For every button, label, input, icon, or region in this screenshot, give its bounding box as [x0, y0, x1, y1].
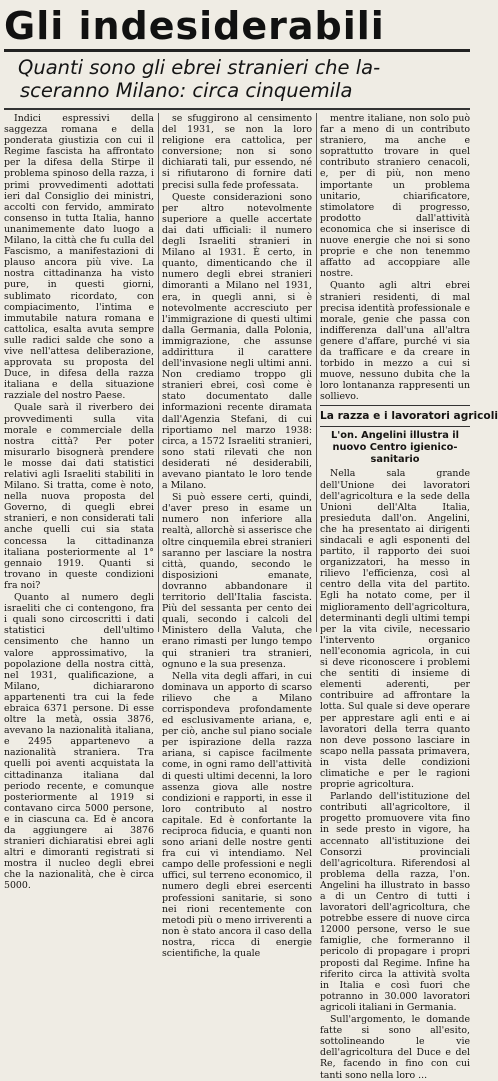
subhead-line-2: sceranno Milano: circa cinquemila — [20, 79, 353, 102]
article-column-3 — [320, 113, 498, 1081]
subhead-line-1: Quanti sono gli ebrei stranieri che la- — [18, 56, 381, 79]
paragraph: Quale sarà il riverbero dei provvedimenti sulla vita morale e commerciale della nostra città? Per poter misurarlo bisognerà prendere le mosse dai dati statistici relativi agli Israeliti stabiliti in Milano. Si tratta, come è noto, nella nuova proposta del Governo, di quegli ebrei stranieri, e non considerati tali anche quelli cui sia stata concessa la cittadinanza italiana posteriormente al 1° gennaio 1919. Quanti si trovano in queste condizioni fra noi? — [4, 402, 154, 591]
paragraph: Quanto agli altri ebrei stranieri residenti, di mal precisa identità professionale e morale, genie che passa con indifferenza dall'una all'altra genere d'affare, purché vi sia da trafficare e da creare in torbido in mezzo a cui si muove, nessuno dubita che la loro lontananza rappresenti un sollievo. — [320, 280, 470, 403]
section-rule — [320, 405, 470, 406]
paragraph: Parlando dell'istituzione del contributi all'agricoltore, il progetto promuovere vita fino in sede presto in vigore, ha accennato all'istituzione dei Consorzi provinciali dell'agricoltura. Riferendosi al problema della razza, l'on. Angelini ha illustrato in basso a di un Centro di tutti i lavoratori dell'agricoltura, che potrebbe essere di nuove circa 12000 persone, verso le sue famiglie, che formeranno il pericolo di propagare i propri proposti dal Regime. Infine ha riferito circa la attività svolta in Italia e così fuori che potranno in 30.000 lavoratori agricoli italiani in Germania. — [320, 791, 470, 1013]
paragraph: Nella vita degli affari, in cui dominava un apporto di scarso rilievo che a Milano corrispondeva profondamente ed esclusivamente ariana, e, per ciò, anche sul piano sociale per ispirazione della razza ariana, si capisce facilmente come, in ogni ramo dell'attività di questi ultimi decenni, la loro assenza giova alle nostre condizioni e rapporti, in esse il loro contributo al nostro capitale. Ed è confortante la reciproca fiducia, e quanti non sono ariani delle nostre genti fra cui vi intendiamo. Nel campo delle professioni e negli uffici, sul terreno economico, il numero degli ebrei esercenti professioni sanitarie, si sono nei rioni recentemente con metodi più o meno irriverenti a non è stato ancora il caso della nostra, ricca di energie scientifiche, la quale — [162, 670, 312, 960]
subhead-rule — [4, 108, 470, 110]
paragraph: se sfuggirono al censimento del 1931, se non la loro religione era cattolica, per conversione; non si sono dichiarati tali, pur essendo, né si rifiutarono di fornire dati precisi sulla fede professata. — [162, 113, 312, 191]
paragraph: Nella sala grande dell'Unione dei lavoratori dell'agricoltura e la sede della Unioni dell'Alta Italia, presieduta dall'on. Angelini, che ha presentato ai dirigenti sindacali e agli esponenti del partito, il rapporto dei suoi organizzatori, ha messo in rilievo l'efficienza, così al centro della vita del partito. Egli ha notato come, per il miglioramento dell'agricoltura, determinanti degli ultimi tempi per la vita civile, necessario l'intervento organico nell'economia agricola, in cui si deve riconoscere i problemi che sentiti di insieme di elementi aderenti, per contribuire ad affrontare la lotta. Sul quale si deve operare per apprestare agli enti e ai lavoratori della terra quanto non deve possono lasciare in scapo nella passata primavera, in vista delle condizioni climatiche e per le ragioni proprie agricoltura. — [320, 468, 470, 791]
paragraph: Queste considerazioni sono per altro notevolmente superiore a quelle accertate dai dati ufficiali: il numero degli Israeliti stranieri in Milano al 1931. È certo, in quanto, dimenticando che il numero degli ebrei stranieri dimoranti a Milano nel 1931, era, in quegli anni, si è notevolmente accresciuto per l'immigrazione di questi ultimi dalla Germania, dalla Polonia, immigrazione, che assunse addirittura il carattere dell'invasione negli ultimi anni. Non crediamo troppo gli stranieri ebrei, così come è stato documentato dalle informazioni recente diramata dall'Agenzia Stefani, di cui riportiamo nel marzo 1938: circa, a 1572 Israeliti stranieri, sono stati rilevati che non desiderati né desiderabili, avevano piantato le loro tende a Milano. — [162, 191, 312, 492]
headline-rule — [4, 49, 470, 52]
section-rule — [320, 426, 470, 427]
paragraph: Sull'argomento, le domande fatte si sono all'esito, sottolineando le vie dell'agricoltura del Duce e del Re, facendo in fino con cui tanti sono nella loro ... — [320, 1014, 470, 1081]
headline: Gli indesiderabili — [4, 4, 385, 48]
paragraph: Indici espressivi della saggezza romana e della ponderata giustizia con cui il Regime fascista ha affrontato per la difesa della Stirpe il problema spinoso della razza, i primi provvedimenti adottati ieri dal Consiglio dei ministri, accolti con fervido, ammirato consenso in tutta Italia, hanno unanimemente dato luogo a Milano, la città che fu culla del Fascismo, a manifestazioni di plauso ancora più vive. La nostra cittadinanza ha visto pure, in questi giorni, sublimato ricordato, con compiacimento, l'intima e immutabile natura romana e cattolica, esalta avuta sempre sulle radici salde che sono a vive nell'attesa deliberazione, approvata su proposta del Duce, in difesa della razza italiana e della situazione razziale del nostro Paese. — [4, 113, 154, 402]
section-title: La razza e i lavoratori agricoli — [320, 410, 498, 423]
article-column-1 — [4, 113, 154, 892]
article-column-2 — [162, 113, 312, 960]
subhead — [18, 56, 470, 102]
paragraph: Quanto al numero degli israeliti che ci contengono, fra i quali sono circoscritti i dati statistici dell'ultimo censimento che hanno un valore approssimativo, la popolazione della nostra città, nel 1931, qualificazione, a Milano, dichiararono appartenenti tra cui la fede ebraica 6371 persone. Di esse oltre la metà, ossia 3876, avevano la nazionalità italiana, e 2495 appartenevo a nazionalità straniera. Tra quelli poi aventi acquistata la cittadinanza italiana dal periodo recente, e comunque posteriormente al 1919 si contavano circa 5000 persone, e in ciascuna ca. Ed è ancora da aggiungere ai 3876 stranieri dichiaratisi ebrei agli altri e dimoranti registrati si mostra il nucleo degli ebrei che la nazionalità, che è circa 5000. — [4, 592, 154, 892]
paragraph: Si può essere certi, quindi, d'aver preso in esame un numero non inferiore alla realtà, allorchè si asserisce che oltre cinquemila ebrei stranieri saranno per lasciare la nostra città, quando, secondo le disposizioni emanate, dovranno abbandonare il territorio dell'Italia fascista. Più del sessanta per cento dei quali, secondo i calcoli del Ministero della Valuta, che erano rimasti per lungo tempo qui stranieri tra stranieri, ognuno e la sua presenza. — [162, 492, 312, 670]
paragraph: mentre italiane, non solo può far a meno di un contributo straniero, ma anche e soprattutto trovare in quel contributo straniero cenacoli, e, per di più, non meno importante un problema unitario, chiarificatore, stimolatore di progresso, prodotto dall'attività economica che si inserisce di nuove energie che noi si sono proprie e che non tenemmo affatto ad accoppiare alle nostre. — [320, 113, 470, 280]
section-subtitle: L'on. Angelini illustra il nuovo Centro igienico-sanitario — [331, 430, 459, 466]
column-divider — [316, 113, 317, 632]
column-divider — [158, 113, 159, 632]
